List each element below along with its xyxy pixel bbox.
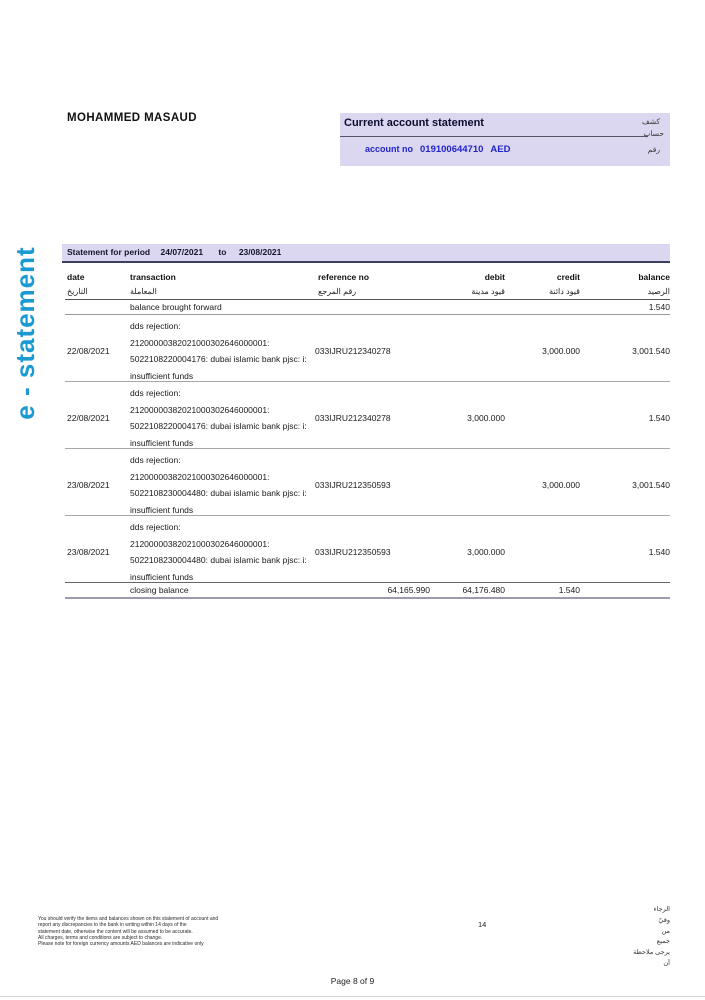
header-reference-no: reference no: [318, 271, 370, 282]
transaction-line: insufficient funds: [130, 370, 194, 381]
transaction-line: 5022108220004176: dubai islamic bank pjsc: i:: [130, 354, 307, 364]
closing-debit-total: 64,165.990: [387, 585, 430, 595]
cell-reference: 033IJRU212350593: [315, 479, 391, 490]
statement-title-arabic-kashf: كشف: [641, 117, 660, 126]
cell-transaction: [127, 382, 315, 453]
transaction-line: insufficient funds: [130, 571, 194, 582]
cell-transaction: [127, 449, 315, 520]
closing-balance-label: closing balance: [130, 585, 189, 595]
transaction-line: insufficient funds: [130, 504, 194, 515]
transaction-line: 5022108230004480: dubai islamic bank pjsc: i:: [130, 488, 307, 498]
footer-arabic-line: أن: [663, 959, 670, 967]
account-header-box: [340, 113, 670, 166]
transaction-row: [65, 315, 670, 382]
header-balance-arabic: الرصيد: [647, 287, 670, 296]
header-transaction-arabic: المعاملة: [130, 287, 157, 296]
footer-arabic-line: الرجاء: [653, 906, 670, 913]
transaction-rows: [65, 315, 670, 583]
transaction-row: [65, 449, 670, 516]
period-from-date: 24/07/2021: [160, 247, 204, 257]
transaction-line: 5022108220004176: dubai islamic bank pjsc: i:: [130, 421, 307, 431]
account-number: 019100644710: [420, 144, 484, 155]
cell-transaction: [127, 516, 315, 587]
statement-title-arabic-raqm: رقم: [647, 145, 660, 154]
footer-notice-line: report any discrepancies to the bank in writing within 14 days of the: [38, 922, 187, 929]
cell-credit: 3,000.000: [542, 345, 580, 356]
cell-date: 22/08/2021: [67, 345, 110, 356]
cell-balance: 1.540: [648, 546, 670, 557]
transaction-line: dds rejection:: [130, 321, 181, 331]
period-to-date: 23/08/2021: [238, 247, 282, 257]
cell-reference: 033IJRU212340278: [315, 412, 391, 423]
cell-debit: 3,000.000: [467, 412, 505, 423]
footer-arabic-notice: [633, 905, 670, 970]
customer-name: MOHAMMED MASAUD: [67, 112, 197, 124]
footer-notice: [38, 916, 268, 947]
footer-notice-line: statement date, otherwise the content will be assumed to be accurate.: [38, 928, 193, 935]
transaction-line: 21200000382021000302646000001:: [130, 404, 270, 415]
statement-title: Current account statement: [344, 117, 484, 129]
cell-reference: 033IJRU212340278: [315, 345, 391, 356]
period-label: Statement for period: [67, 247, 151, 257]
header-date: date: [67, 271, 85, 282]
footer-arabic-line: وفيّ: [658, 916, 670, 924]
footer-arabic-line: يرجى ملاحظة: [633, 949, 670, 957]
closing-balance-row: [65, 583, 670, 599]
period-to-label: to: [218, 247, 227, 257]
closing-balance-value: 1.540: [558, 585, 580, 595]
cell-debit: 3,000.000: [467, 546, 505, 557]
header-credit-arabic: قيود دائنة: [549, 287, 580, 296]
cell-balance: 1.540: [648, 412, 670, 423]
account-currency: AED: [490, 144, 511, 155]
cell-credit: 3,000.000: [542, 479, 580, 490]
header-reference-arabic: رقم المرجع: [318, 287, 357, 296]
transaction-line: 21200000382021000302646000001:: [130, 471, 270, 482]
statement-period-bar: [62, 244, 670, 263]
cell-balance: 3,001.540: [632, 479, 670, 490]
footer-arabic-line: جميع: [656, 938, 670, 946]
transaction-line: dds rejection:: [130, 522, 181, 532]
transaction-line: 5022108230004480: dubai islamic bank pjsc: i:: [130, 555, 307, 565]
header-balance: balance: [638, 271, 670, 282]
transaction-row: [65, 382, 670, 449]
account-no-label: account no: [365, 144, 414, 154]
statement-table: [65, 269, 670, 599]
cell-balance: 3,001.540: [632, 345, 670, 356]
page-label: Page 8 of 9: [330, 976, 375, 986]
cell-date: 23/08/2021: [67, 479, 110, 490]
transaction-line: insufficient funds: [130, 437, 194, 448]
header-debit: debit: [484, 271, 505, 282]
transaction-line: dds rejection:: [130, 388, 181, 398]
table-header-row-english: [65, 269, 670, 284]
cell-date: 22/08/2021: [67, 412, 110, 423]
cell-reference: 033IJRU212350593: [315, 546, 391, 557]
account-no-value: [420, 144, 510, 155]
footer-notice-line: Please note for foreign currency amounts AED balances are indicative only: [38, 941, 204, 948]
header-debit-arabic: قيود مدينة: [471, 287, 505, 296]
closing-credit-total: 64,176.480: [462, 585, 505, 595]
table-header-row-arabic: [65, 284, 670, 300]
transaction-line: 21200000382021000302646000001:: [130, 538, 270, 549]
opening-balance-row: [65, 300, 670, 315]
cell-transaction: [127, 315, 315, 386]
footer-notice-line: All charges, terms and conditions are subject to change.: [38, 934, 163, 941]
e-statement-banner: e - statement: [10, 246, 40, 420]
transaction-line: dds rejection:: [130, 455, 181, 465]
header-box-divider: [340, 136, 648, 137]
header-credit: credit: [556, 271, 580, 282]
cell-date: 23/08/2021: [67, 546, 110, 557]
footer-arabic-line: من: [661, 927, 670, 935]
transaction-line: 21200000382021000302646000001:: [130, 337, 270, 348]
header-date-arabic: التاريخ: [67, 287, 88, 296]
opening-balance-label: balance brought forward: [130, 302, 222, 312]
statement-title-arabic-hisab: حساب: [643, 129, 664, 138]
footer-notice-line: You should verify the items and balances shown on this statement of account and: [38, 916, 219, 922]
header-transaction: transaction: [130, 271, 176, 282]
opening-balance-value: 1.540: [648, 302, 670, 312]
footer-page-number: 14: [478, 920, 487, 929]
transaction-row: [65, 516, 670, 583]
bottom-rule: [0, 996, 705, 997]
